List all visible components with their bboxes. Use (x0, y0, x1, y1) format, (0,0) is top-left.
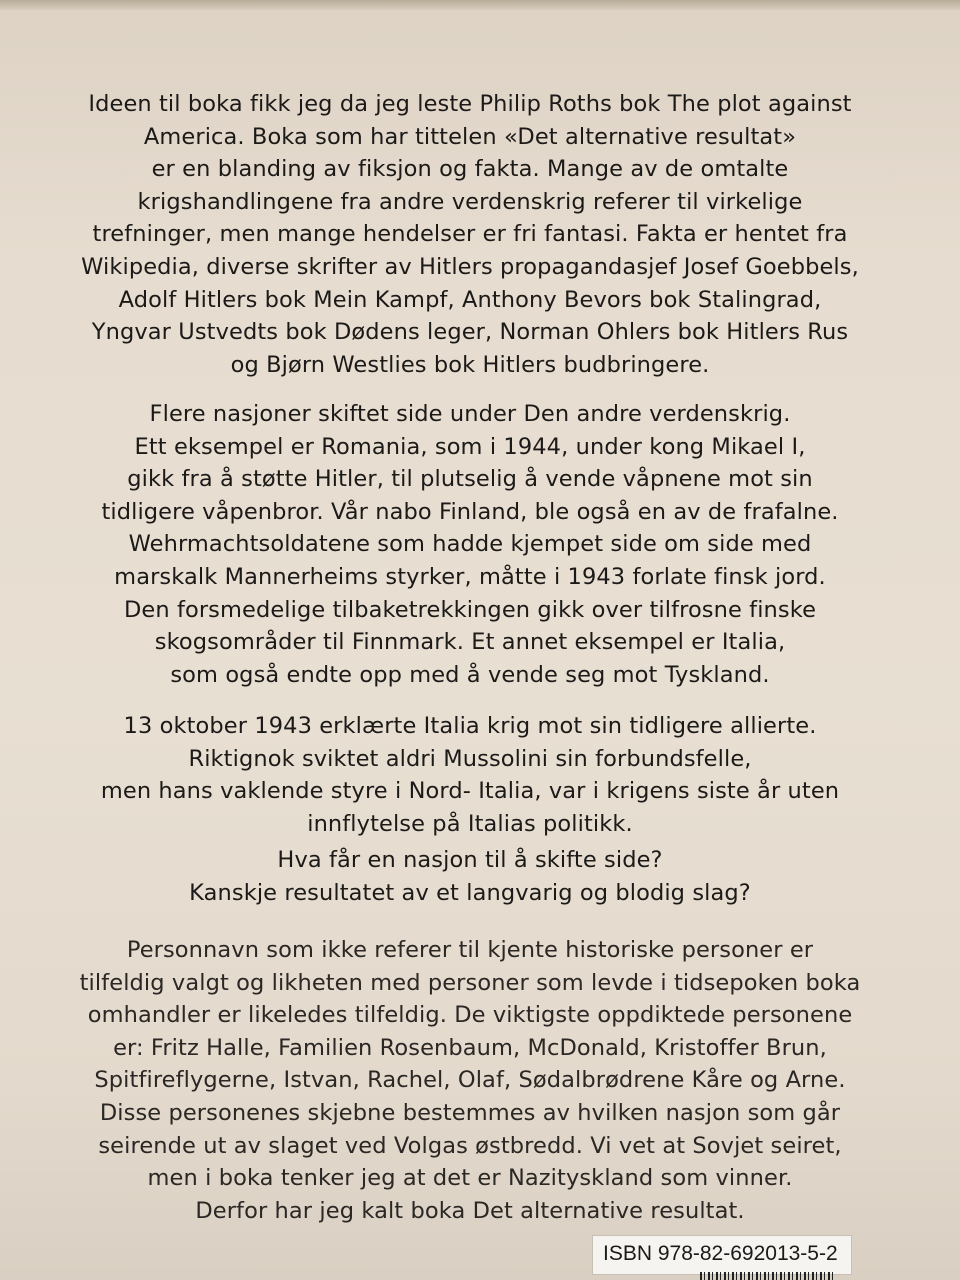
text-line: America. Boka som har tittelen «Det alternative resultat» (143, 123, 797, 150)
text-line: Hva får en nasjon til å skifte side? (277, 847, 663, 873)
text-line: innflytelse på Italias politikk. (307, 810, 633, 837)
text-line: er en blanding av fiksjon og fakta. Mange av de omtalte (151, 156, 789, 183)
text-line: Adolf Hitlers bok Mein Kampf, Anthony Bevors bok Stalingrad, (118, 286, 822, 313)
text-line: Wehrmachtsoldatene som hadde kjempet side om side med (128, 531, 812, 558)
paragraph-inspiration (40, 88, 900, 381)
text-line: 13 oktober 1943 erklærte Italia krig mot sin tidligere allierte. (123, 713, 817, 739)
text-line: krigshandlingene fra andre verdenskrig referer til virkelige (137, 188, 803, 215)
text-line: gikk fra å støtte Hitler, til plutselig å vende våpnene mot sin (127, 466, 813, 493)
text-line: Ett eksempel er Romania, som i 1944, under kong Mikael I, (134, 433, 806, 460)
isbn-number: ISBN 978-82-692013-5-2 (603, 1242, 838, 1265)
paragraph-nations-switching (40, 398, 900, 691)
text-line: omhandler er likeledes tilfeldig. De viktigste oppdiktede personene (87, 1002, 853, 1029)
text-line: skogsområder til Finnmark. Et annet eksempel er Italia, (154, 629, 786, 656)
paragraph-question (40, 844, 900, 909)
isbn-label (592, 1235, 852, 1275)
text-line: Den forsmedelige tilbaketrekkingen gikk over tilfrosne finske (123, 596, 817, 623)
text-line: tilfeldig valgt og likheten med personer som levde i tidsepoken boka (79, 969, 861, 996)
text-line: marskalk Mannerheims styrker, måtte i 1943 forlate finsk jord. (114, 563, 826, 590)
text-line: Spitfireflygerne, Istvan, Rachel, Olaf, Sødalbrødrene Kåre og Arne. (94, 1067, 846, 1094)
text-line: Wikipedia, diverse skrifter av Hitlers propagandasjef Josef Goebbels, (81, 253, 859, 280)
text-line: Flere nasjoner skiftet side under Den andre verdenskrig. (149, 401, 791, 427)
text-line: Ideen til boka fikk jeg da jeg leste Philip Roths bok The plot against (88, 91, 852, 117)
barcode (700, 1272, 836, 1280)
text-line: Kanskje resultatet av et langvarig og blodig slag? (189, 879, 751, 906)
text-line: Disse personenes skjebne bestemmes av hvilken nasjon som går (99, 1099, 841, 1126)
text-line: Derfor har jeg kalt boka Det alternative resultat. (195, 1197, 745, 1224)
text-line: Riktignok sviktet aldri Mussolini sin forbundsfelle, (188, 745, 752, 772)
text-line: men i boka tenker jeg at det er Nazityskland som vinner. (147, 1165, 793, 1192)
text-line: som også endte opp med å vende seg mot Tyskland. (170, 661, 770, 688)
text-line: og Bjørn Westlies bok Hitlers budbringere. (230, 351, 710, 378)
paragraph-disclaimer (40, 934, 900, 1227)
text-line: er: Fritz Halle, Familien Rosenbaum, McDonald, Kristoffer Brun, (113, 1034, 827, 1061)
text-line: tidligere våpenbror. Vår nabo Finland, ble også en av de frafalne. (101, 498, 839, 525)
text-line: trefninger, men mange hendelser er fri fantasi. Fakta er hentet fra (92, 221, 848, 248)
text-line: men hans vaklende styre i Nord- Italia, var i krigens siste år uten (100, 778, 840, 805)
text-line: Personnavn som ikke referer til kjente historiske personer er (126, 937, 814, 963)
text-line: seirende ut av slaget ved Volgas østbredd. Vi vet at Sovjet seiret, (98, 1132, 842, 1159)
page-top-edge (0, 0, 960, 10)
paragraph-italy (40, 710, 900, 840)
text-line: Yngvar Ustvedts bok Dødens leger, Norman Ohlers bok Hitlers Rus (91, 319, 849, 346)
